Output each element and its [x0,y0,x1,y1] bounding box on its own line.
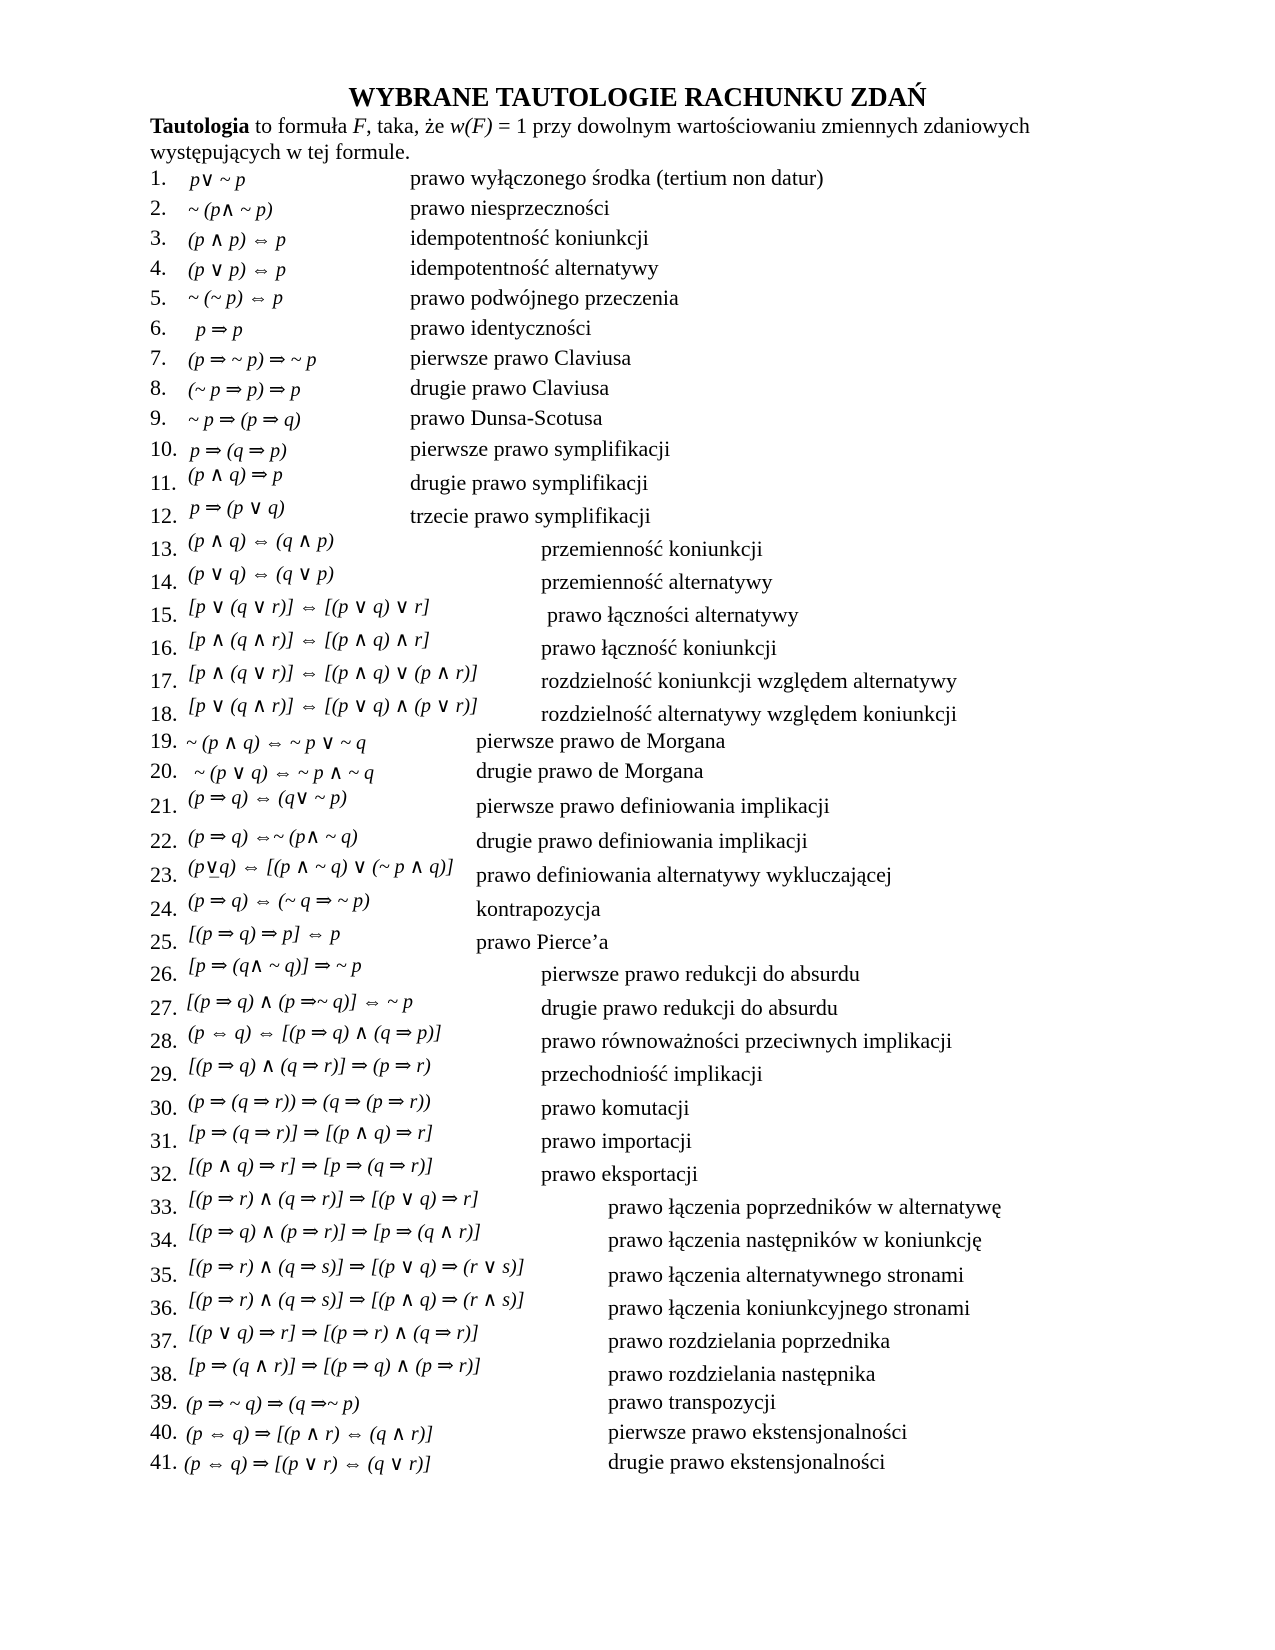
tautology-law-name: prawo podwójnego przeczenia [410,285,679,310]
tautology-law-name: prawo rozdzielania poprzednika [608,1328,891,1353]
tautology-law-name: pierwsze prawo definiowania implikacji [476,793,830,818]
tautology-formula: p ⇒ (q ⇒ p) [190,440,287,462]
tautology-law-name: przemienność alternatywy [541,569,773,594]
tautology-number: 29. [150,1061,178,1086]
tautology-formula: (p ⇒ (q ⇒ r)) ⇒ (q ⇒ (p ⇒ r)) [188,1091,431,1113]
tautology-number: 35. [150,1262,178,1287]
tautology-law-name: prawo identyczności [410,315,592,340]
tautology-law-name: prawo transpozycji [608,1389,776,1414]
tautology-number: 17. [150,668,178,693]
tautology-formula: [(p ⇒ q) ∧ (p ⇒~ q)] ⇔ ~ p [186,991,414,1013]
tautology-row [0,1447,1275,1477]
tautology-law-name: pierwsze prawo symplifikacji [410,436,671,461]
tautology-number: 26. [150,961,178,986]
tautology-number: 25. [150,929,178,954]
tautology-number: 7. [150,345,167,370]
tautology-row [0,343,1275,373]
tautology-formula: (p ⇒ ~ q) ⇒ (q ⇒~ p) [186,1393,360,1415]
tautology-formula: (p ⇒ q) ⇔ (~ q ⇒ ~ p) [188,890,370,912]
tautology-law-name: prawo łączenia następników w koniunkcję [608,1227,982,1252]
tautology-law-name: pierwsze prawo redukcji do absurdu [541,961,860,986]
tautology-formula: [p ⇒ (q ∧ r)] ⇒ [(p ⇒ q) ∧ (p ⇒ r)] [188,1355,481,1377]
tautology-law-name: prawo łączenia koniunkcyjnego stronami [608,1295,971,1320]
tautology-formula: [p ∧ (q ∧ r)] ⇔ [(p ∧ q) ∧ r] [188,629,430,651]
tautology-row [0,1289,1275,1323]
tautology-formula: (p ∧ q) ⇒ p [188,464,283,486]
definition-term: Tautologia [150,113,250,138]
tautology-row [0,890,1275,924]
tautology-row [0,464,1275,498]
tautology-law-name: drugie prawo ekstensjonalności [608,1449,886,1474]
tautology-number: 24. [150,896,178,921]
tautology-formula: (p∨̲q) ⇔ [(p ∧ ~ q) ∨ (~ p ∧ q)] [188,856,454,878]
tautology-law-name: prawo niesprzeczności [410,195,610,220]
tautology-law-name: trzecie prawo symplifikacji [410,503,651,528]
tautology-formula: ~ p ⇒ (p ⇒ q) [188,409,301,431]
tautology-law-name: prawo łączność koniunkcji [541,635,777,660]
tautology-row [0,283,1275,313]
tautology-number: 32. [150,1161,178,1186]
tautology-law-name: przemienność koniunkcji [541,536,763,561]
tautology-number: 20. [150,758,178,783]
tautology-number: 30. [150,1095,178,1120]
tautology-law-name: drugie prawo symplifikacji [410,470,649,495]
tautology-number: 6. [150,315,167,340]
tautology-law-name: drugie prawo de Morgana [476,758,704,783]
tautology-formula: [p ⇒ (q∧ ~ q)] ⇒ ~ p [188,955,362,977]
tautology-formula: [p ∨ (q ∨ r)] ⇔ [(p ∨ q) ∨ r] [188,596,430,618]
tautology-number: 14. [150,569,178,594]
tautology-formula: [(p ∨ q) ⇒ r] ⇒ [(p ⇒ r) ∧ (q ⇒ r)] [188,1322,479,1344]
tautology-law-name: rozdzielność koniunkcji względem alternatywy [541,668,958,693]
tautology-law-name: prawo wyłączonego środka (tertium non datur) [410,165,824,190]
tautology-number: 4. [150,255,167,280]
tautology-row [0,1122,1275,1156]
tautology-number: 36. [150,1295,178,1320]
tautology-row [0,403,1275,433]
tautology-row [0,993,1275,1023]
tautology-law-name: prawo Pierce’a [476,929,609,954]
tautology-row [0,1322,1275,1356]
tautology-row [0,756,1275,786]
tautology-law-name: pierwsze prawo de Morgana [476,728,726,753]
tautology-row [0,1055,1275,1089]
tautology-formula: p ⇒ (p ∨ q) [190,497,285,519]
tautology-formula: ~ (~ p) ⇔ p [188,287,283,309]
tautology-law-name: prawo importacji [541,1128,692,1153]
tautology-row [0,1387,1275,1417]
tautology-formula: [p ∨ (q ∧ r)] ⇔ [(p ∨ q) ∧ (p ∨ r)] [188,695,478,717]
definition-text-3: = 1 przy dowolnym wartościowaniu zmiennych zdaniowych występujących w tej formule. [150,113,1030,164]
tautology-formula: (p ⇔ q) ⇒ [(p ∨ r) ⇔ (q ∨ r)] [184,1453,432,1475]
tautology-formula: [(p ⇒ q) ∧ (p ⇒ r)] ⇒ [p ⇒ (q ∧ r)] [188,1221,481,1243]
tautology-formula: [(p ⇒ r) ∧ (q ⇒ s)] ⇒ [(p ∧ q) ⇒ (r ∧ s)] [188,1289,525,1311]
tautology-row [0,1417,1275,1447]
tautology-number: 31. [150,1128,178,1153]
tautology-row [0,1022,1275,1056]
tautology-law-name: drugie prawo redukcji do absurdu [541,995,838,1020]
formula-symbol: F [352,113,367,138]
tautology-law-name: prawo Dunsa-Scotusa [410,405,603,430]
tautology-formula: (p ⇒ q) ⇔ (q∨ ~ p) [188,787,347,809]
tautology-formula: [(p ⇒ q) ⇒ p] ⇔ p [188,923,341,945]
definition-text-2: , taka, że [366,113,450,138]
tautology-law-name: rozdzielność alternatywy względem koniunkcji [541,701,958,726]
tautology-formula: [p ∧ (q ∨ r)] ⇔ [(p ∧ q) ∨ (p ∧ r)] [188,662,478,684]
page-title: WYBRANE TAUTOLOGIE RACHUNKU ZDAŃ [348,82,927,112]
tautology-formula: [(p ∧ q) ⇒ r] ⇒ [p ⇒ (q ⇒ r)] [188,1155,434,1177]
tautology-row [0,826,1275,856]
tautology-row [0,1188,1275,1222]
tautology-row [0,596,1275,630]
tautology-number: 2. [150,195,167,220]
tautology-number: 5. [150,285,167,310]
tautology-number: 1. [150,165,167,190]
tautology-formula: [(p ⇒ r) ∧ (q ⇒ s)] ⇒ [(p ∨ q) ⇒ (r ∨ s)] [188,1256,525,1278]
tautology-number: 16. [150,635,178,660]
valuation-symbol: w(F) [449,113,493,138]
tautology-law-name: prawo eksportacji [541,1161,698,1186]
tautology-number: 23. [150,862,178,887]
tautology-formula: (p ∧ p) ⇔ p [188,229,286,251]
tautology-formula: (p ⇒ ~ p) ⇒ ~ p [188,349,317,371]
tautology-row [0,955,1275,989]
tautology-row [0,1256,1275,1290]
tautology-number: 40. [150,1419,178,1444]
tautology-number: 15. [150,602,178,627]
tautology-number: 39. [150,1389,178,1414]
tautology-law-name: pierwsze prawo ekstensjonalności [608,1419,908,1444]
tautology-number: 10. [150,436,178,461]
tautology-formula: (p ∨ q) ⇔ (q ∨ p) [188,563,334,585]
tautology-formula: [(p ⇒ r) ∧ (q ⇒ r)] ⇒ [(p ∨ q) ⇒ r] [188,1188,479,1210]
tautology-row [0,695,1275,729]
tautology-row [0,726,1275,756]
tautology-law-name: prawo łączenia alternatywnego stronami [608,1262,965,1287]
tautology-formula: ~ (p ∧ q) ⇔ ~ p ∨ ~ q [186,732,367,754]
tautology-law-name: prawo łączenia poprzedników w alternatywę [608,1194,1002,1219]
tautology-number: 38. [150,1361,178,1386]
tautology-law-name: prawo rozdzielania następnika [608,1361,876,1386]
tautology-formula: p∨ ~ p [190,169,246,191]
tautology-row [0,629,1275,663]
tautology-number: 3. [150,225,167,250]
tautology-law-name: drugie prawo Claviusa [410,375,610,400]
tautology-formula: ~ (p∧ ~ p) [188,199,273,221]
tautology-number: 41. [150,1449,178,1474]
tautology-row [0,787,1275,821]
tautology-row [0,223,1275,253]
tautology-formula: (p ⇒ q) ⇔~ (p∧ ~ q) [188,826,358,848]
tautology-row [0,163,1275,193]
tautology-law-name: idempotentność koniunkcji [410,225,649,250]
tautology-law-name: kontrapozycja [476,896,601,921]
tautology-formula: (p ∨ p) ⇔ p [188,259,286,281]
tautology-row [0,1355,1275,1389]
tautology-row [0,497,1275,531]
tautology-law-name: idempotentność alternatywy [410,255,659,280]
tautology-law-name: prawo komutacji [541,1095,690,1120]
tautology-row [0,373,1275,403]
tautology-row [0,563,1275,597]
tautology-formula: (p ⇔ q) ⇔ [(p ⇒ q) ∧ (q ⇒ p)] [188,1022,442,1044]
tautology-number: 12. [150,503,178,528]
tautology-number: 9. [150,405,167,430]
tautology-number: 13. [150,536,178,561]
tautology-number: 8. [150,375,167,400]
tautology-row [0,1155,1275,1189]
tautology-row [0,434,1275,464]
tautology-law-name: pierwsze prawo Claviusa [410,345,632,370]
tautology-law-name: prawo definiowania alternatywy wykluczającej [476,862,892,887]
tautology-number: 27. [150,995,178,1020]
tautology-number: 28. [150,1028,178,1053]
tautology-number: 19. [150,728,178,753]
tautology-row [0,193,1275,223]
tautology-number: 34. [150,1227,178,1252]
tautology-number: 21. [150,793,178,818]
tautology-law-name: prawo równoważności przeciwnych implikacji [541,1028,953,1053]
definition-text-1: to formuła [249,113,353,138]
tautology-formula: (~ p ⇒ p) ⇒ p [188,379,301,401]
tautology-row [0,856,1275,890]
tautology-number: 33. [150,1194,178,1219]
tautology-formula: (p ⇔ q) ⇒ [(p ∧ r) ⇔ (q ∧ r)] [186,1423,434,1445]
tautology-row [0,313,1275,343]
tautology-formula: (p ∧ q) ⇔ (q ∧ p) [188,530,334,552]
tautology-law-name: prawo łączności alternatywy [547,602,799,627]
tautology-row [0,662,1275,696]
tautology-formula: [p ⇒ (q ⇒ r)] ⇒ [(p ∧ q) ⇒ r] [188,1122,434,1144]
tautology-law-name: drugie prawo definiowania implikacji [476,828,808,853]
tautology-row [0,1093,1275,1123]
tautology-number: 18. [150,701,178,726]
tautology-row [0,530,1275,564]
tautology-formula: [(p ⇒ q) ∧ (q ⇒ r)] ⇒ (p ⇒ r) [188,1055,431,1077]
tautology-number: 37. [150,1328,178,1353]
tautology-formula: ~ (p ∨ q) ⇔ ~ p ∧ ~ q [194,762,375,784]
tautology-number: 11. [150,470,177,495]
tautology-row [0,253,1275,283]
tautology-law-name: przechodniość implikacji [541,1061,763,1086]
tautology-row [0,1221,1275,1255]
tautology-formula: p ⇒ p [196,319,243,341]
tautology-number: 22. [150,828,178,853]
